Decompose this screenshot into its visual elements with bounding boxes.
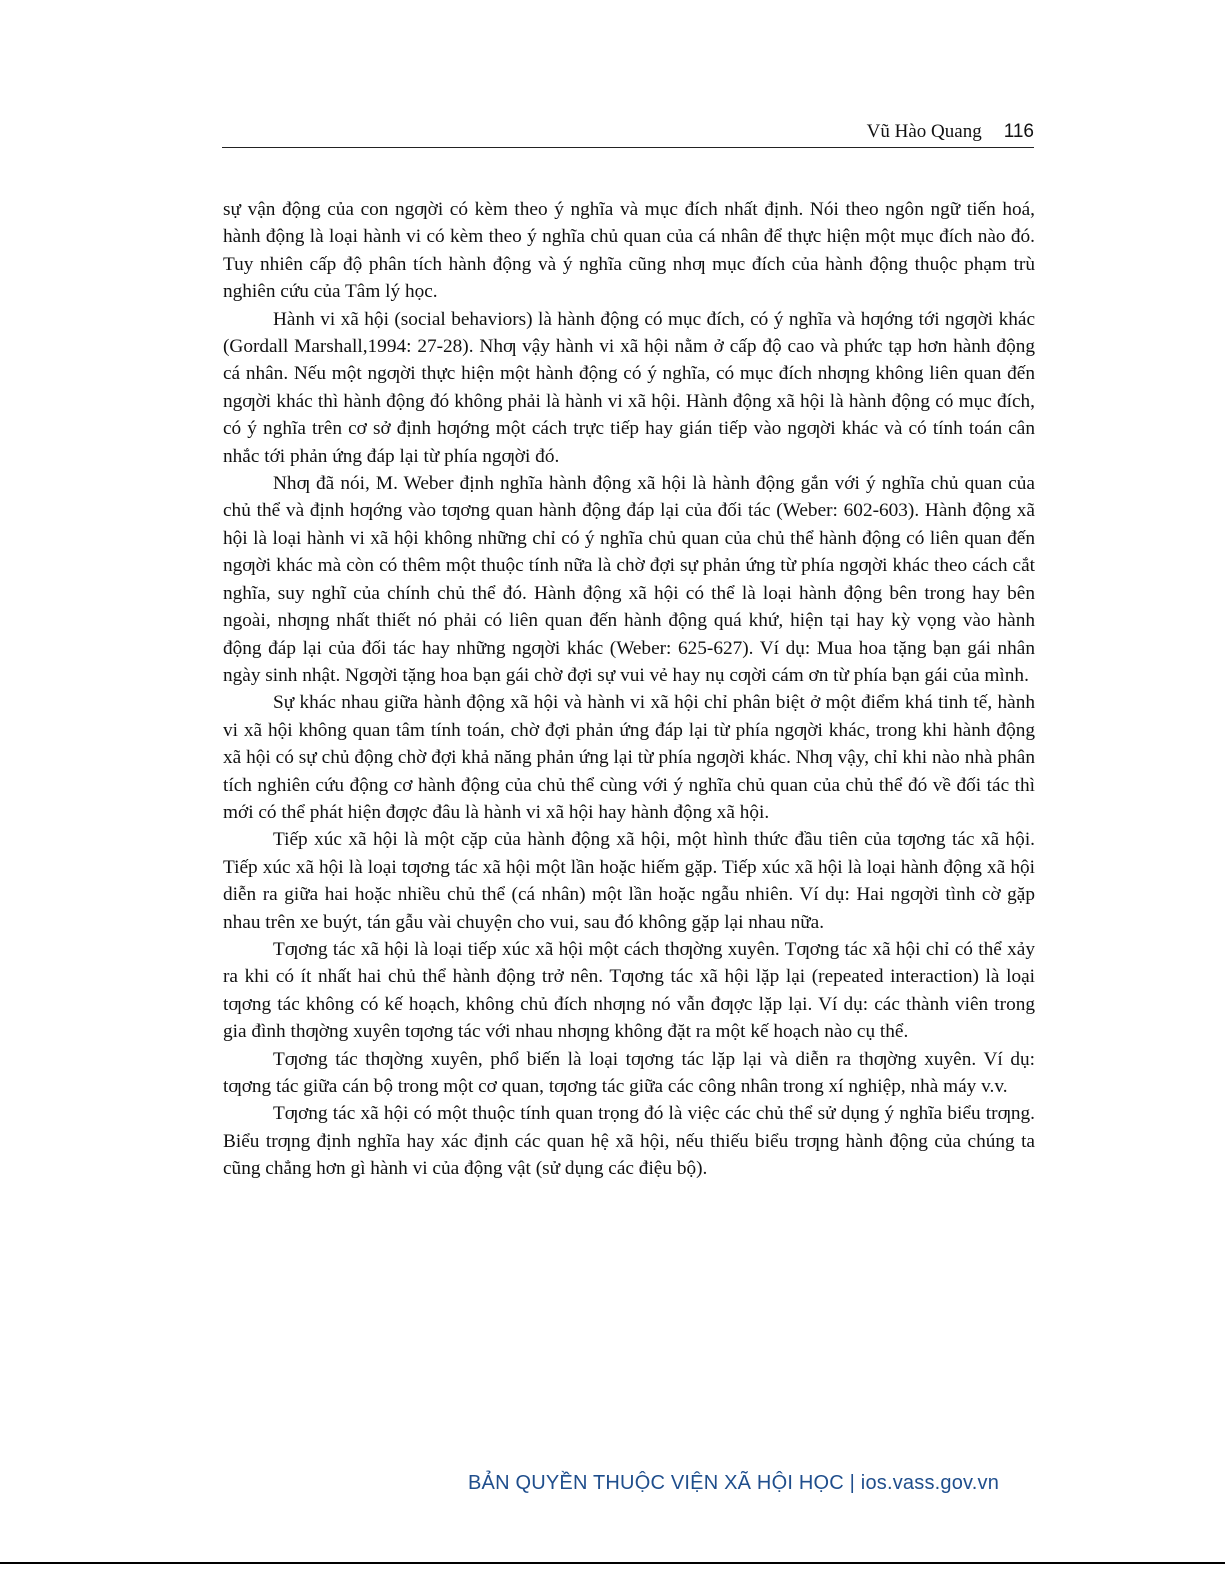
- page-number: 116: [1003, 121, 1034, 142]
- body-text: [223, 196, 1035, 1183]
- copyright-notice: BẢN QUYỀN THUỘC VIỆN XÃ HỘI HỌC | ios.vass.gov.vn: [468, 1472, 1000, 1494]
- paragraph-7: Tƣơng tác thƣờng xuyên, phổ biến là loại tƣơng tác lặp lại và diễn ra thƣờng xuyên. Ví dụ: tƣơng tác giữa cán bộ trong một cơ quan, tƣơng tác giữa các công nhân trong xí nghiệp, nhà máy v.v.: [223, 1048, 1035, 1097]
- paragraph-5: Tiếp xúc xã hội là một cặp của hành động xã hội, một hình thức đầu tiên của tƣơng tác xã hội. Tiếp xúc xã hội là loại tƣơng tác xã hội một lần hoặc hiếm gặp. Tiếp xúc xã hội là loại hành động xã hội diễn ra giữa hai hoặc nhiều chủ thể (cá nhân) một lần hoặc ngẫu nhiên. Ví dụ: Hai ngƣời tình cờ gặp nhau trên xe buýt, tán gẫu vài chuyện cho vui, sau đó không gặp lại nhau nữa.: [223, 829, 1035, 933]
- header-author: Vũ Hào Quang: [866, 121, 982, 142]
- paragraph-4: Sự khác nhau giữa hành động xã hội và hành vi xã hội chỉ phân biệt ở một điểm khá tinh tế, hành vi xã hội không quan tâm tính toán, chờ đợi phản ứng đáp lại từ phía ngƣời khác, trong khi hành động xã hội có sự chủ động chờ đợi khả năng phản ứng lại từ phía ngƣời khác. Nhƣ vậy, chỉ khi nào nhà phân tích nghiên cứu động cơ hành động của chủ thể cùng với ý nghĩa chủ quan của chủ thể đó về đối tác thì mới có thể phát hiện đƣợc đâu là hành vi xã hội hay hành động xã hội.: [223, 692, 1035, 823]
- paragraph-3: Nhƣ đã nói, M. Weber định nghĩa hành động xã hội là hành động gắn với ý nghĩa chủ quan của chủ thể và định hƣớng vào tƣơng quan hành động đáp lại của đối tác (Weber: 602-603). Hành động xã hội là loại hành vi xã hội không những chỉ có ý nghĩa chủ quan của chủ thể hành động có liên quan đến ngƣời khác mà còn có thêm một thuộc tính nữa là chờ đợi sự phản ứng từ phía ngƣời khác theo cách cắt nghĩa, suy nghĩ của chính chủ thể đó. Hành động xã hội có thể là loại hành động bên trong hay bên ngoài, nhƣng nhất thiết nó phải có liên quan đến hành động quá khứ, hiện tại hay kỳ vọng vào hành động đáp lại của đối tác hay những ngƣời khác (Weber: 625-627). Ví dụ: Mua hoa tặng bạn gái nhân ngày sinh nhật. Ngƣời tặng hoa bạn gái chờ đợi sự vui vẻ hay nụ cƣời cám ơn từ phía bạn gái của mình.: [223, 473, 1035, 686]
- paragraph-1: sự vận động của con ngƣời có kèm theo ý nghĩa và mục đích nhất định. Nói theo ngôn ngữ tiến hoá, hành động là loại hành vi có kèm theo ý nghĩa chủ quan của cá nhân để thực hiện một mục đích nào đó. Tuy nhiên cấp độ phân tích hành động và ý nghĩa cũng nhƣ mục đích của hành động thuộc phạm trù nghiên cứu của Tâm lý học.: [223, 199, 1035, 303]
- bottom-divider: [0, 1562, 1225, 1564]
- paragraph-6: Tƣơng tác xã hội là loại tiếp xúc xã hội một cách thƣờng xuyên. Tƣơng tác xã hội chỉ có thể xảy ra khi có ít nhất hai chủ thể hành động trở nên. Tƣơng tác xã hội lặp lại (repeated interaction) là loại tƣơng tác không có kế hoạch, không chủ đích nhƣng nó vẫn đƣợc lặp lại. Ví dụ: các thành viên trong gia đình thƣờng xuyên tƣơng tác với nhau nhƣng không đặt ra một kế hoạch nào cụ thể.: [223, 938, 1035, 1043]
- page-header: [222, 118, 1034, 148]
- paragraph-8: Tƣơng tác xã hội có một thuộc tính quan trọng đó là việc các chủ thể sử dụng ý nghĩa biểu trƣng. Biểu trƣng định nghĩa hay xác định các quan hệ xã hội, nếu thiếu biểu trƣng hành động của chúng ta cũng chẳng hơn gì hành vi của động vật (sử dụng các điệu bộ).: [223, 1103, 1035, 1180]
- paragraph-2: Hành vi xã hội (social behaviors) là hành động có mục đích, có ý nghĩa và hƣớng tới ngƣời khác (Gordall Marshall,1994: 27-28). Nhƣ vậy hành vi xã hội nằm ở cấp độ cao và phức tạp hơn hành động cá nhân. Nếu một ngƣời thực hiện một hành động có ý nghĩa, có mục đích nhƣng không liên quan đến ngƣời khác thì hành động đó không phải là hành vi xã hội. Hành động xã hội là hành động có mục đích, có ý nghĩa trên cơ sở định hƣớng một cách trực tiếp hay gián tiếp vào ngƣời khác và có tính toán cân nhắc tới phản ứng đáp lại từ phía ngƣời đó.: [223, 308, 1035, 467]
